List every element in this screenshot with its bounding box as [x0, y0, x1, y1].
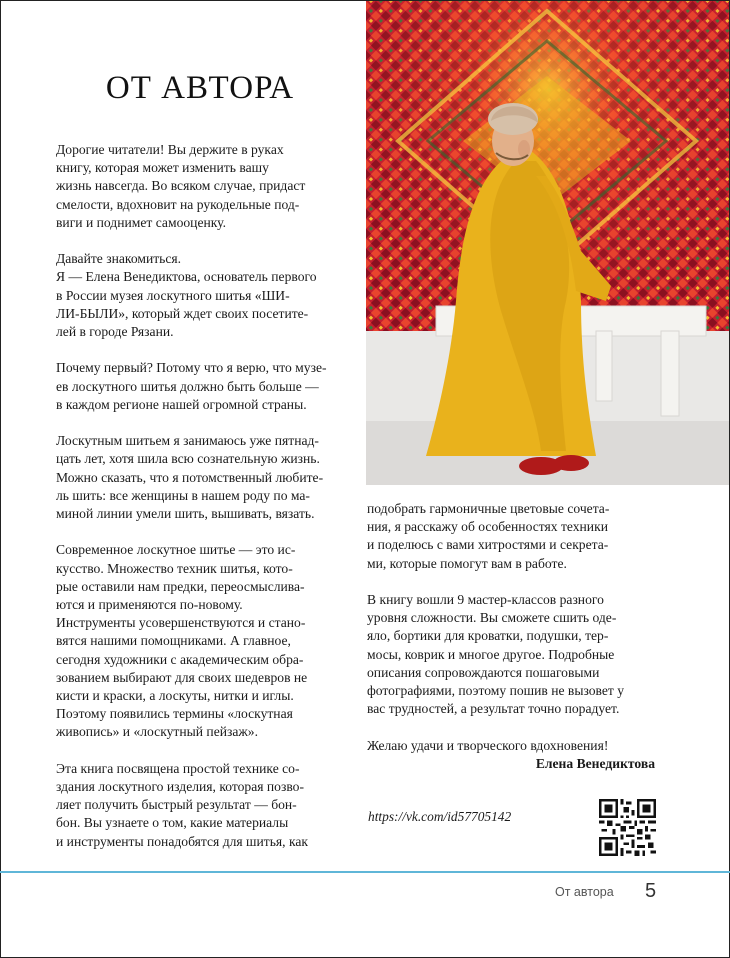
left-column: [56, 141, 356, 869]
page-title: ОТ АВТОРА: [105, 70, 295, 106]
footer-rule: [0, 871, 730, 873]
paragraph: В книгу вошли 9 мастер-классов разного уровня сложности. Вы сможете сшить оде- яло, бортики для кроватки, подушки, тер- мосы, коврик и многое другое. Подробные описания сопровождаются пошаговыми фотографиями, поэтому пошив не вызовет у вас трудностей, а результат точно порадует.: [367, 592, 625, 717]
paragraph: Дорогие читатели! Вы держите в руках книгу, которая может изменить вашу жизнь навсегда. Во всяком случае, придаст смелости, вдохновит на рукодельные под- виги и поднимет самооценку.: [56, 142, 306, 230]
paragraph: Лоскутным шитьем я занимаюсь уже пятнад- цать лет, хотя шила всю сознательную жизнь. Можно сказать, что я потомственный любите- ль шить: все женщины в нашем роду по ма- миной линии умели шить, вышивать, вязать.: [56, 433, 324, 522]
right-column: [367, 500, 667, 791]
paragraph: Современное лоскутное шитье — это ис- кусство. Множество техник шитья, кото- рые оставили нам предки, переосмыслива- ются и применяются по-новому. Инструменты усовершенствуются и стано- вятся нашими помощниками. А главное, сегодня художники с академическим обра- зованием выбирают для своих шедевров не кисти и краски, а лоскуты, нитки и иглы. Поэтому появились термины «лоскутная живопись» и «лоскутный пейзаж».: [56, 542, 308, 740]
qr-code-icon[interactable]: [599, 799, 656, 856]
vk-link[interactable]: https://vk.com/id57705142: [368, 809, 512, 824]
page-number: 5: [645, 880, 657, 902]
footer-section-label: От автора: [555, 885, 614, 899]
author-photo: [366, 1, 729, 485]
paragraph: подобрать гармоничные цветовые сочета- ния, я расскажу об особенностях техники и поделюсь с вами хитростями и секрета- ми, которые помогут вам в работе.: [367, 501, 610, 571]
paragraph: Эта книга посвящена простой технике со- здания лоскутного изделия, которая позво- ляет получить быстрый результат — бон- бон. Вы узнаете о том, какие материалы и инструменты понадобятся для шитья, как: [56, 760, 309, 849]
paragraph: Почему первый? Потому что я верю, что музе- ев лоскутного шитья должно быть больше — в каждом регионе нашей огромной страны.: [56, 360, 327, 412]
closing-line: Желаю удачи и творческого вдохновения!: [367, 737, 609, 753]
author-signature: Елена Венедиктова: [535, 755, 655, 771]
paragraph: Давайте знакомиться. Я — Елена Венедиктова, основатель первого в России музея лоскутного шитья «ШИ- ЛИ-БЫЛИ», который ждет своих посетите- лей в городе Рязани.: [56, 251, 317, 340]
